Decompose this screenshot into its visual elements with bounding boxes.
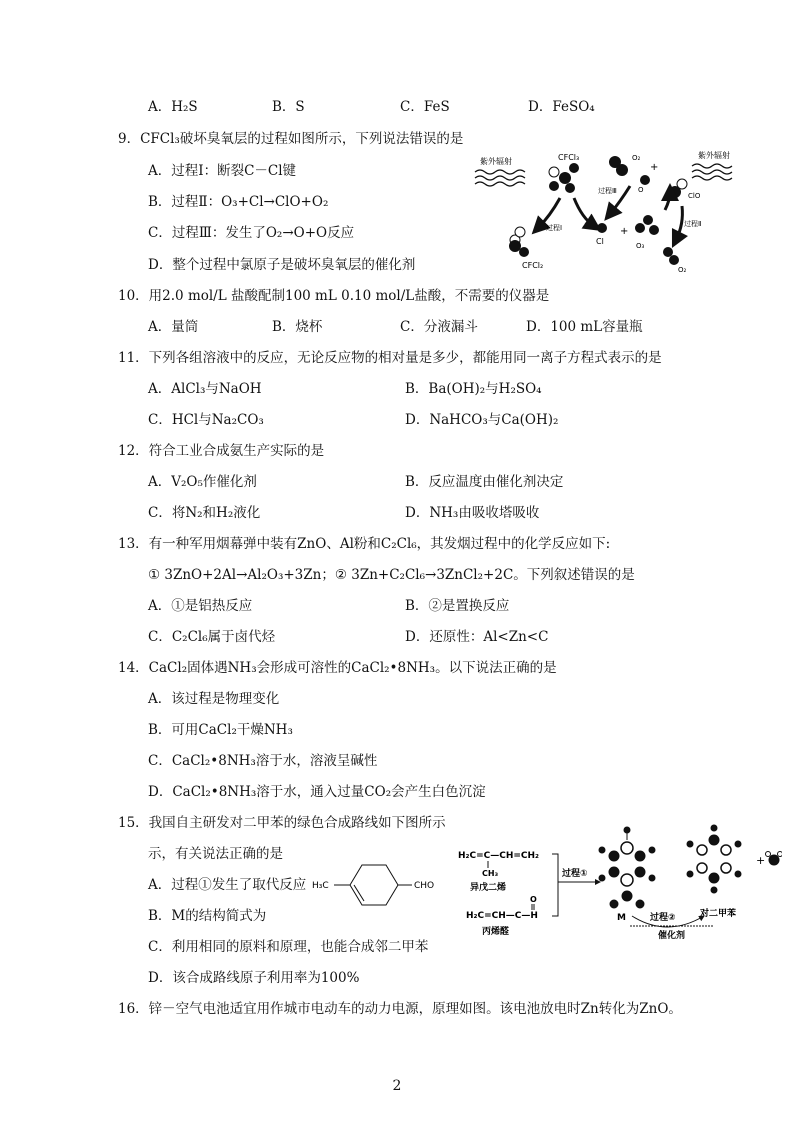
q15-option-d: D．该合成路线原子利用率为100%: [148, 970, 360, 986]
uv-label-left: 紫外辐射: [480, 157, 512, 166]
svg-text:O₂: O₂: [632, 154, 641, 162]
q13-option-a: A．①是铝热反应: [148, 598, 253, 614]
uv-wave-left: [475, 170, 525, 186]
q11-option-b: B．Ba(OH)₂与H₂SO₄: [405, 381, 542, 397]
q14-option-b: B．可用CaCl₂干燥NH₃: [148, 722, 293, 738]
m-molecule: [599, 827, 655, 908]
water-molecule: [766, 852, 783, 866]
svg-text:+: +: [620, 226, 629, 237]
q15-stem-line1: 15．我国自主研发对二甲苯的绿色合成路线如下图所示: [118, 815, 446, 831]
q14-option-c: C．CaCl₂•8NH₃溶于水，溶液呈碱性: [148, 753, 378, 769]
svg-text:+: +: [756, 854, 766, 867]
q12-option-d: D．NH₃由吸收塔吸收: [405, 505, 540, 521]
q13-stem: 13．有一种军用烟幕弹中装有ZnO、Al粉和C₂Cl₆，其发烟过程中的化学反应如下:: [118, 536, 611, 552]
cfcl3-label: CFCl₃: [558, 153, 580, 162]
q9-option-c: C．过程Ⅲ：发生了O₂→O+O反应: [148, 225, 355, 241]
q11-option-c: C．HCl与Na₂CO₃: [148, 412, 264, 428]
q14-option-a: A．该过程是物理变化: [148, 691, 280, 707]
q11-stem: 11．下列各组溶液中的反应，无论反应物的相对量是多少，都能用同一离子方程式表示的是: [118, 350, 662, 366]
cfcl3-molecule: [549, 163, 579, 193]
q14-stem: 14．CaCl₂固体遇NH₃会形成可溶性的CaCl₂•8NH₃。以下说法正确的是: [118, 660, 557, 676]
cl-label: Cl: [596, 237, 604, 246]
process2-label-15: 过程②: [650, 913, 676, 923]
q15-option-c: C．利用相同的原料和原理，也能合成邻二甲苯: [148, 939, 429, 955]
svg-text:ClO: ClO: [688, 192, 701, 200]
uv-wave-right: [692, 164, 732, 180]
svg-text:O: O: [638, 186, 644, 194]
process1-label: 过程Ⅰ: [546, 224, 563, 232]
uv-label-right: 紫外辐射: [698, 151, 730, 160]
q8-option-b: B．S: [272, 99, 305, 115]
svg-text:H₂C=C—CH=CH₂: H₂C=C—CH=CH₂: [458, 851, 539, 861]
q9-stem: 9．CFCl₃破坏臭氧层的过程如图所示，下列说法错误的是: [118, 131, 464, 147]
catalyst-label: 催化剂: [658, 931, 686, 940]
q15-stem-line2: 示，有关说法正确的是: [148, 846, 283, 862]
clo-molecule: [669, 179, 687, 198]
q8-option-d: D．FeSO₄: [528, 99, 595, 115]
q8-option-a: A．H₂S: [148, 99, 198, 115]
p-xylene-label: 对二甲苯: [700, 909, 737, 919]
cfcl2-label: CFCl₂: [522, 261, 544, 270]
process1-label-15: 过程①: [562, 869, 588, 879]
m-label: M: [617, 913, 626, 923]
q13-reactions: ① 3ZnO+2Al→Al₂O₃+3Zn；② 3Zn+C₂Cl₆→3ZnCl₂+2C。下列叙述错误的是: [148, 567, 635, 583]
q8-option-c: C．FeS: [400, 99, 450, 115]
o2-top-molecule: [609, 156, 628, 176]
q15-option-b: B．M的结构简式为: [148, 908, 267, 924]
isoprene-label: 异戊二烯: [470, 883, 507, 893]
m-structure: [312, 858, 442, 910]
svg-text:H₂C=CH—C—H: H₂C=CH—C—H: [466, 911, 538, 921]
q12-option-c: C．将N₂和H₂液化: [148, 505, 261, 521]
q9-option-b: B．过程Ⅱ：O₃+Cl→ClO+O₂: [148, 194, 329, 210]
q14-option-d: D．CaCl₂•8NH₃溶于水，通入过量CO₂会产生白色沉淀: [148, 784, 486, 800]
q10-stem: 10．用2.0 mol/L 盐酸配制100 mL 0.10 mol/L盐酸，不需要的仪器是: [118, 288, 550, 304]
svg-text:H₃C: H₃C: [312, 881, 329, 891]
q9-option-a: A．过程Ⅰ：断裂C－Cl键: [148, 163, 297, 179]
q11-option-d: D．NaHCO₃与Ca(OH)₂: [405, 412, 559, 428]
process3-label: 过程Ⅲ: [598, 187, 617, 195]
cl-atom: [597, 223, 607, 233]
q15-option-a: A．过程①发生了取代反应: [148, 877, 307, 893]
svg-text:O₃: O₃: [636, 242, 645, 250]
q12-stem: 12．符合工业合成氨生产实际的是: [118, 443, 325, 459]
svg-text:O: O: [530, 895, 537, 904]
acrolein-label: 丙烯醛: [482, 927, 510, 937]
q9-option-d: D．整个过程中氯原子是破坏臭氧层的催化剂: [148, 257, 416, 273]
p-xylene-molecule: [687, 825, 741, 893]
q13-option-b: B．②是置换反应: [405, 598, 510, 614]
page-number: 2: [392, 1078, 402, 1094]
o-atom: [640, 175, 650, 185]
svg-text:CH₃: CH₃: [482, 869, 499, 878]
q11-option-a: A．AlCl₃与NaOH: [148, 381, 262, 397]
q12-option-b: B．反应温度由催化剂决定: [405, 474, 564, 490]
q13-option-c: C．C₂Cl₆属于卤代烃: [148, 629, 276, 645]
o3-molecule: [635, 215, 659, 235]
ozone-depletion-diagram: [470, 140, 745, 280]
o2-bottom-molecule: [663, 247, 679, 265]
svg-text:CHO: CHO: [414, 881, 435, 891]
q13-option-d: D．还原性：Al<Zn<C: [405, 629, 549, 645]
synthesis-route-diagram: [452, 820, 782, 940]
q10-option-c: C．分液漏斗: [400, 319, 478, 335]
process2-label: 过程Ⅱ: [684, 220, 702, 228]
q16-stem: 16．锌－空气电池适宜用作城市电动车的动力电源，原理如图。该电池放电时Zn转化为ZnO。: [118, 1001, 682, 1017]
q10-option-b: B．烧杯: [272, 319, 323, 335]
svg-text:+: +: [650, 162, 659, 173]
q12-option-a: A．V₂O₅作催化剂: [148, 474, 257, 490]
svg-text:O₂: O₂: [678, 266, 687, 274]
q10-option-d: D．100 mL容量瓶: [526, 319, 643, 335]
q10-option-a: A．量筒: [148, 319, 199, 335]
cfcl2-molecule: [509, 227, 529, 257]
